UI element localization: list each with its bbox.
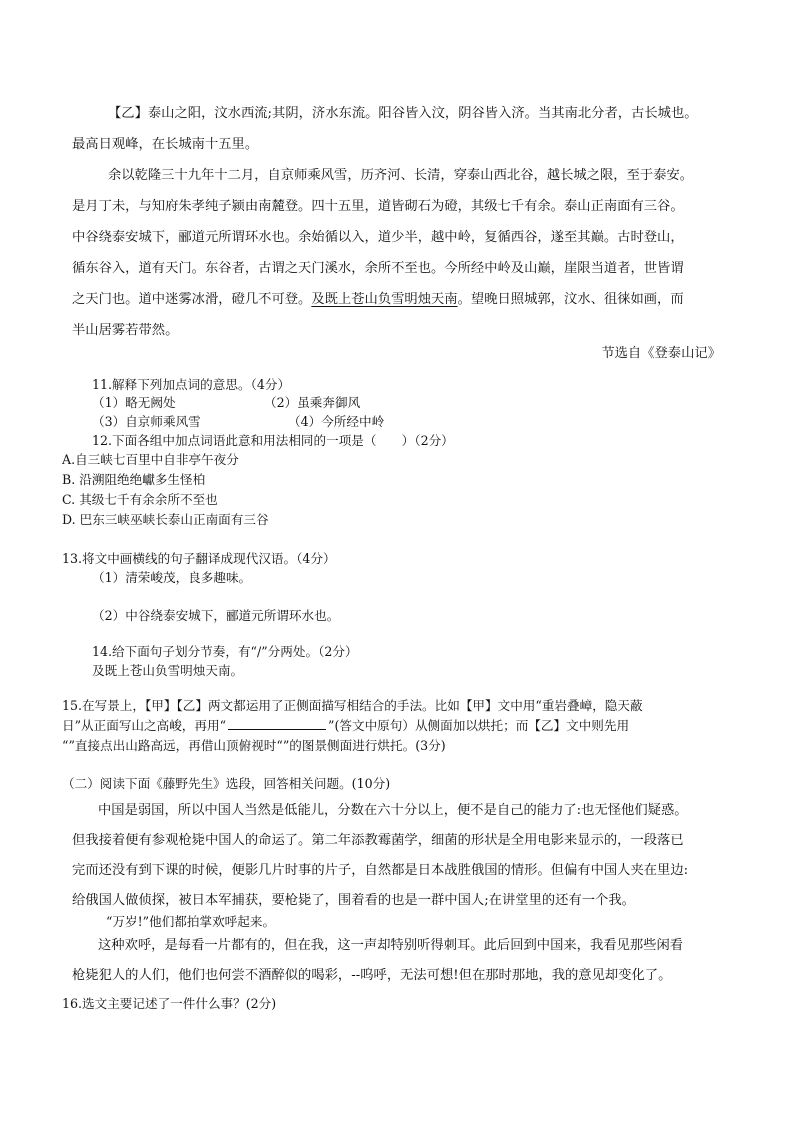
q12-option-c: C. 其级七千有余余所不至也 [62,492,218,507]
passage-yi-line-4: 是月丁未，与知府朱孝纯子颍由南麓登。四十五里，道皆砌石为磴，其级七千有余。泰山正南面有三谷。 [72,199,684,214]
passage-yi-line-5: 中谷绕泰安城下，郦道元所谓环水也。余始循以入，道少半，越中岭，复循西谷，遂至其巅。古时登山， [72,230,684,245]
part2-line-2: 但我接着便有参观枪毙中国人的命运了。第二年添教霉菌学，细菌的形状是全用电影来显示的，一段落已 [72,833,684,848]
part2-line-1: 中国是弱国，所以中国人当然是低能儿，分数在六十分以上，便不是自己的能力了:也无怪他们疑惑。 [98,803,688,818]
q12-option-b: B. 沿溯阻绝绝巘多生怪柏 [62,472,206,487]
passage-yi-line-7 [72,288,684,307]
q13-item-1: （1）清荣峻茂，良多趣味。 [92,570,252,585]
q15-open-quote: “ [219,718,227,733]
q11-item-4: （4）今所经中岭 [288,414,385,429]
q12-option-d: D. 巴东三峡巫峡长泰山正南面有三谷 [62,512,269,527]
passage-yi-line-2: 最高日观峰，在长城南十五里。 [72,137,259,152]
q13-title: 13.将文中画横线的句子翻译成现代汉语。（4分） [62,551,336,566]
passage-yi-line-7-part-c: 。望晚日照城郭，汶水、徂徕如画，而 [457,292,684,307]
q16-title: 16.选文主要记述了一件什么事？(2分) [62,996,277,1011]
q11-title: 11.解释下列加点词的意思。（4分） [92,377,291,392]
q11-item-2: （2）虽乘奔御风 [264,395,361,410]
q15-line-3: “”直接点出山路高远，再借山顶俯视时“”的图景侧面进行烘托。(3分) [62,738,446,753]
q15-line-2-part-c: ”(答文中原句）从侧面加以烘托；而【乙】文中则先用 [328,718,630,733]
passage-yi-line-7-part-a: 之天门也。道中迷雾冰滑，磴几不可登。 [72,292,312,307]
answer-blank[interactable] [228,717,326,730]
passage-source: 节选自《登泰山记》 [601,346,721,361]
part2-line-5: “万岁!”他们都拍掌欢呼起来。 [106,914,276,929]
underlined-sentence: 及既上苍山负雪明烛天南 [311,292,458,307]
part2-line-3: 完而还没有到下课的时候，便影几片时事的片子，自然都是日本战胜俄国的情形。但偏有中国人夹在里边: [72,863,689,878]
q13-item-2: （2）中谷绕泰安城下，郦道元所谓环水也。 [92,608,340,623]
part2-line-4: 给俄国人做侦探，被日本军捕获，要枪毙了，围着看的也是一群中国人;在讲堂里的还有一个我。 [72,893,635,908]
passage-yi-line-1: 【乙】泰山之阳，汶水西流;其阴，济水东流。阳谷皆入汶，阴谷皆入济。当其南北分者，古长城也。 [108,106,698,121]
part2-line-6: 这种欢呼，是每看一片都有的，但在我，这一声却特别听得刺耳。此后回到中国来，我看见那些闲看 [98,938,684,953]
q14-sentence: 及既上苍山负雪明烛天南。 [92,663,244,678]
q15-line-1: 15.在写景上，【甲】【乙】两文都运用了正侧面描写相结合的手法。比如【甲】文中用“重岩叠嶂，隐天蔽 [62,698,643,713]
q15-line-2-part-a: 日”从正面写山之高峻，再用 [62,718,220,733]
part2-line-7: 枪毙犯人的人们，他们也何尝不酒醉似的喝彩，--呜呼，无法可想!但在那时那地，我的意见却变化了。 [72,968,672,983]
q15-line-2 [62,715,629,734]
q14-title: 14.给下面句子划分节奏，有“/”分两处。（2分） [92,644,358,659]
passage-yi-line-8: 半山居雾若带然。 [72,323,179,338]
q11-item-1: （1）略无阙处 [92,395,176,410]
q11-item-3: （3）自京师乘风雪 [92,414,201,429]
passage-yi-line-6: 循东谷入，道有天门。东谷者，古谓之天门溪水，余所不至也。今所经中岭及山巅，崖限当道者，世皆谓 [72,261,684,276]
q12-option-a: A.自三峡七百里中自非亭午夜分 [62,452,239,467]
q12-title: 12.下面各组中加点词语此意和用法相同的一项是（ ）（2分） [92,433,454,448]
part2-title: （二）阅读下面《藤野先生》选段，回答相关问题。(10分) [62,776,391,791]
passage-yi-line-3: 余以乾隆三十九年十二月，自京师乘风雪，历齐河、长清，穿泰山西北谷，越长城之限，至于泰安。 [108,168,694,183]
